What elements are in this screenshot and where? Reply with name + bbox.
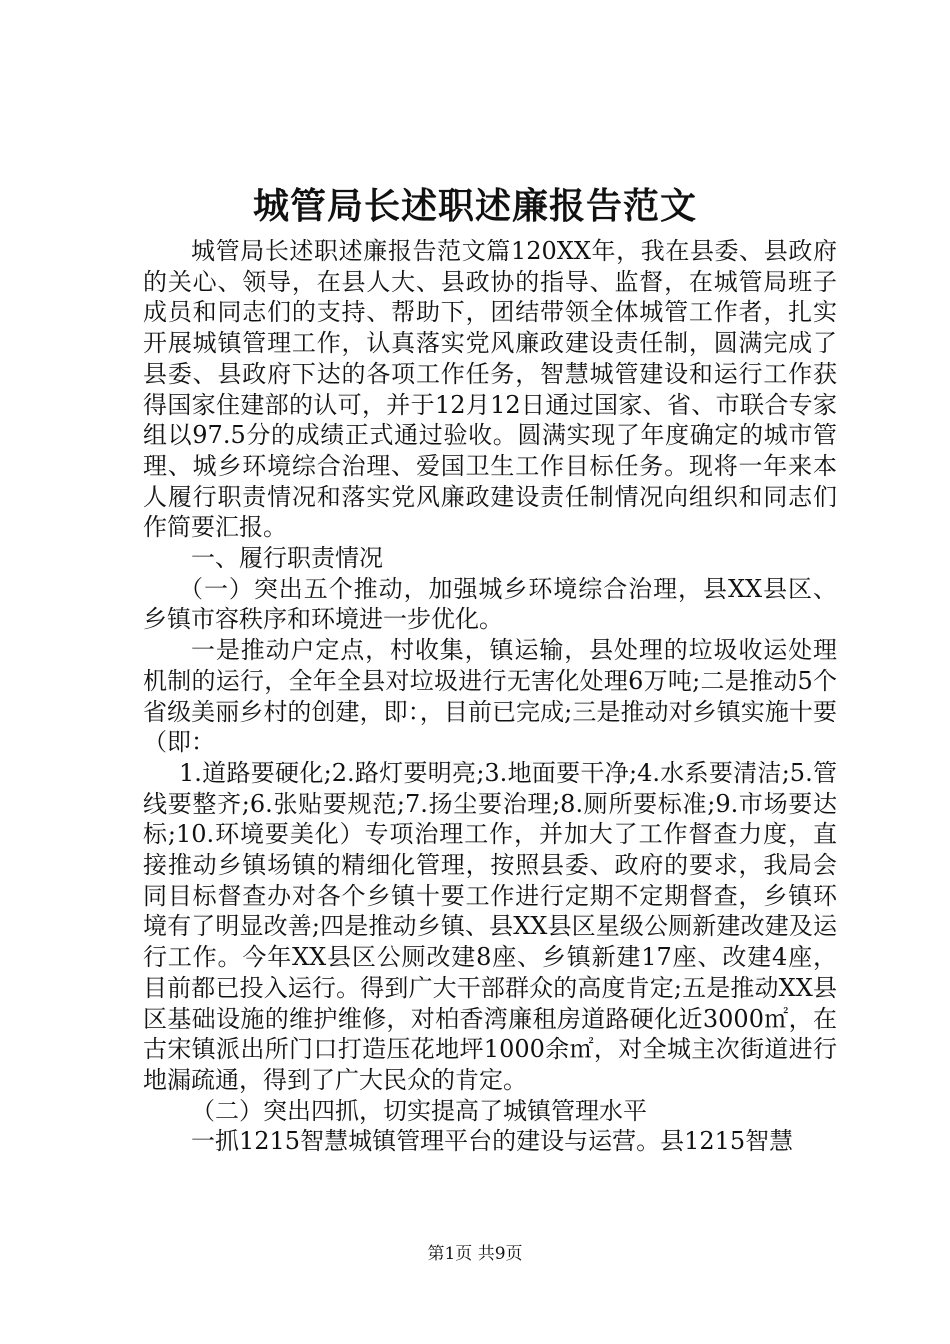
- subheading-1: （一）突出五个推动，加强城乡环境综合治理，县XX县区、乡镇市容秩序和环境进一步优化。: [143, 574, 837, 634]
- document-body: [143, 236, 837, 1157]
- page-number: 第1页 共9页: [427, 1244, 523, 1264]
- subheading-2: （二）突出四抓，切实提高了城镇管理水平: [191, 1096, 647, 1125]
- document-title: 城管局长述职述廉报告范文: [252, 185, 697, 227]
- paragraph-1215-platform: 一抓1215智慧城镇管理平台的建设与运营。县1215智慧: [191, 1127, 794, 1156]
- heading-section-1: 一、履行职责情况: [191, 544, 383, 573]
- paragraph-five-pushes: 一是推动户定点，村收集，镇运输，县处理的垃圾收运处理机制的运行，全年全县对垃圾进行无害化处理6万吨;二是推动5个省级美丽乡村的创建，即：，目前已完成;三是推动对乡镇实施十要（即：: [143, 636, 837, 757]
- paragraph-intro: 城管局长述职述廉报告范文篇120XX年，我在县委、县政府的关心、领导，在县人大、县政协的指导、监督，在城管局班子成员和同志们的支持、帮助下，团结带领全体城管工作者，扎实开展城镇管理工作，认真落实党风廉政建设责任制，圆满完成了县委、县政府下达的各项工作任务，智慧城管建设和运行工作获得国家住建部的认可，并于12月12日通过国家、省、市联合专家组以97.5分的成绩正式通过验收。圆满实现了年度确定的城市管理、城乡环境综合治理、爱国卫生工作目标任务。现将一年来本人履行职责情况和落实党风廉政建设责任制情况向组织和同志们作简要汇报。: [143, 237, 837, 542]
- paragraph-ten-requirements: 1.道路要硬化;2.路灯要明亮;3.地面要干净;4.水系要清洁;5.管线要整齐;6.张贴要规范;7.扬尘要治理;8.厕所要标准;9.市场要达标;10.环境要美化）专项治理工作，并加大了工作督查力度，直接推动乡镇场镇的精细化管理，按照县委、政府的要求，我局会同目标督查办对各个乡镇十要工作进行定期不定期督查，乡镇环境有了明显改善;四是推动乡镇、县XX县区星级公厕新建改建及运行工作。今年XX县区公厕改建8座、乡镇新建17座、改建4座，目前都已投入运行。得到广大干部群众的高度肯定;五是推动XX县区基础设施的维护维修，对柏香湾廉租房道路硬化近3000㎡，在古宋镇派出所门口打造压花地坪1000余㎡，对全城主次街道进行地漏疏通，得到了广大民众的肯定。: [143, 758, 837, 1094]
